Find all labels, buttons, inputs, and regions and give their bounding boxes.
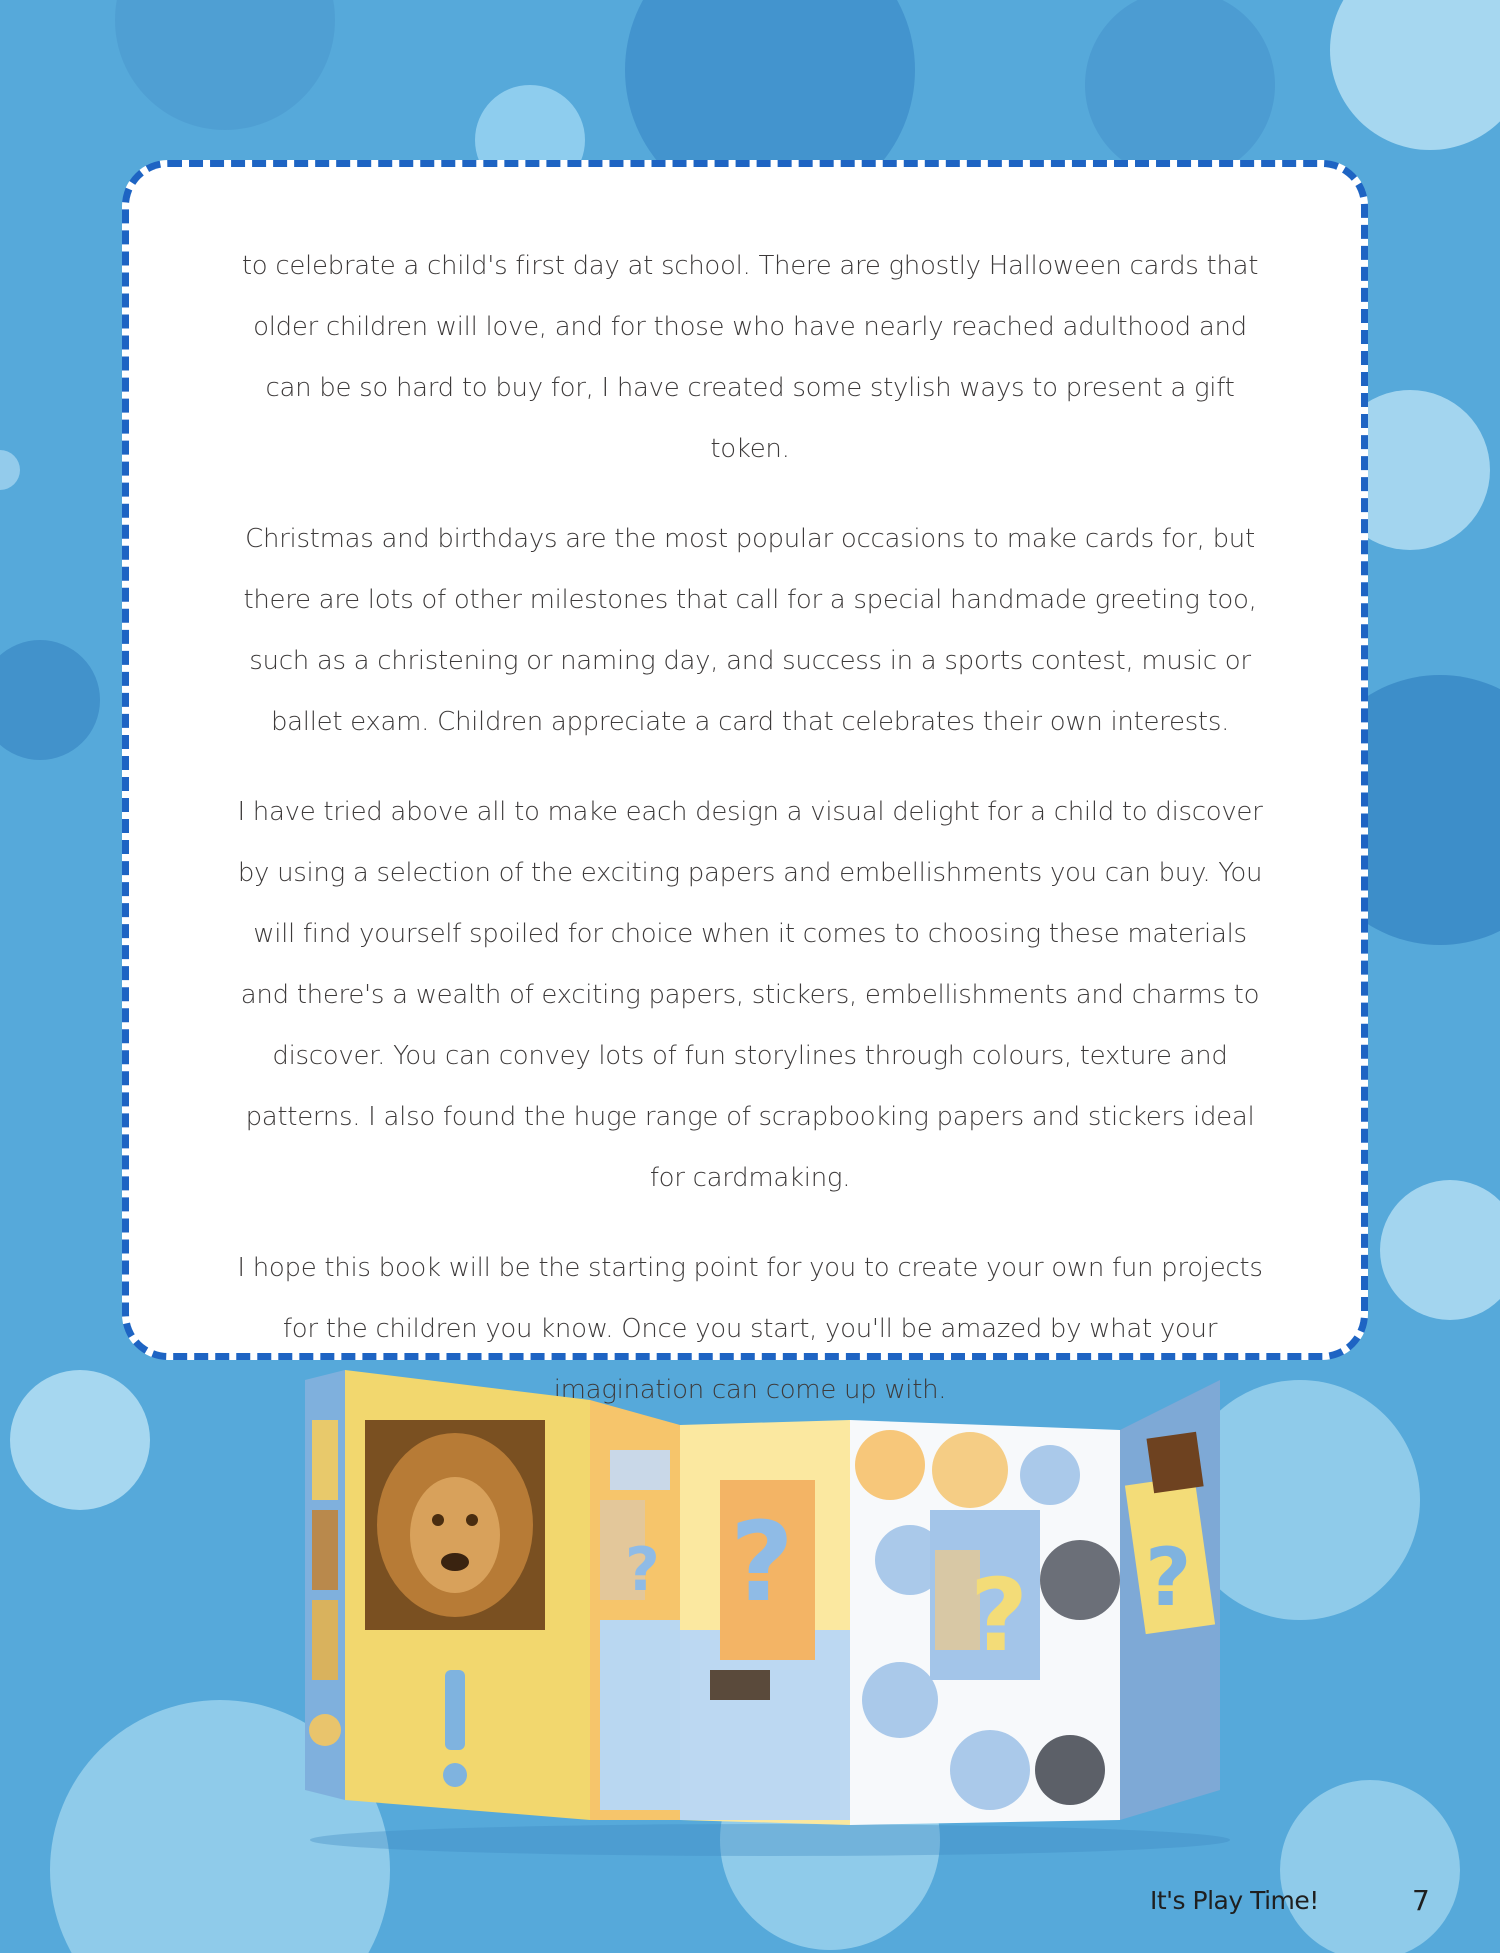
svg-text:?: ? [1145,1531,1192,1624]
page-number: 7 [1412,1884,1430,1917]
paragraph-3: I have tried above all to make each design a visual delight for a child to discover by using a selection of the exciting papers and embellishments you can buy. You will find yourself spoiled for choice when it comes to choosing these materials and there's a wealth of exciting papers, stickers, embellishments and charms to discover. You can convey lots of fun storylines through colours, texture and patterns. I also found the huge range of scrapbooking papers and stickers ideal for cardmaking. [237,797,1263,1193]
svg-text:?: ? [970,1557,1029,1674]
concertina-card-illustration [290,1300,1250,1860]
card-panel-lion [345,1370,590,1820]
card-panel-giraffe [590,1400,680,1820]
paragraph-1: to celebrate a child's first day at school. There are ghostly Halloween cards that older children will love, and for those who have nearly reached adulthood and can be so hard to buy for, I have created some stylish ways to present a gift token. [241,251,1259,464]
card-panel-dots [850,1420,1120,1825]
paragraph-2: Christmas and birthdays are the most popular occasions to make cards for, but there are lots of other milestones that call for a special handmade greeting too, such as a christening or naming day, and success in a sports contest, music or ballet exam. Children appreciate a card that celebrates their own interests. [243,524,1257,737]
svg-text:?: ? [625,1535,660,1605]
svg-text:?: ? [730,1498,794,1626]
body-text [232,236,1268,1450]
card-panel-elephant [680,1420,850,1825]
footer-book-title: It's Play Time! [1150,1886,1319,1915]
card-panel-spine [305,1370,345,1800]
paragraph-4: I hope this book will be the starting point for you to create your own fun projects for the children you know. Once you start, you'll be amazed by what your imagination can come up with. [237,1253,1263,1405]
card-panel-tiger [1120,1380,1220,1820]
